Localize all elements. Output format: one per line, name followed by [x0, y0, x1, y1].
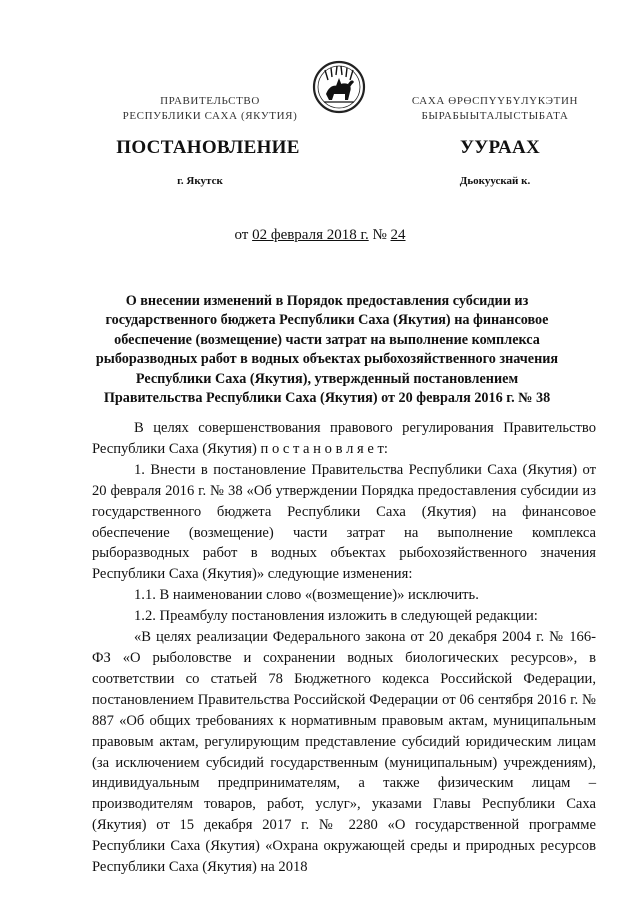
document-heading: О внесении изменений в Порядок предоставления субсидии из государственного бюджета Республики Саха (Якутия) на финансовое обеспечение (возмещение) части затрат на выполнение комплекса рыборазводных работ в водных объектах рыбохозяйственного значения Республики Саха (Якутия), утвержденный постановлением Правительства Республики Саха (Якутия) от 20 февраля 2016 г. № 38 — [95, 293, 559, 407]
paragraph-item-1-1: 1.1. В наименовании слово «(возмещение)» исключить. — [134, 587, 479, 604]
document-type-title-sah: УУРААХ — [459, 137, 541, 158]
coat-of-arms-icon — [312, 60, 366, 114]
header-left-line2: РЕСПУБЛИКИ САХА (ЯКУТИЯ) — [122, 110, 298, 122]
header-right-line1: САХА ӨРӨСПҮҮБҮЛҮКЭТИН — [411, 95, 579, 107]
document-number: 24 — [390, 227, 406, 243]
paragraph-new-preamble: «В целях реализации Федерального закона от 20 декабря 2004 г. № 166-ФЗ «О рыболовстве и сохранении водных биологических ресурсов», в соответствии со статьей 78 Бюджетного кодекса Российской Федерации, постановлением Правительства Российской Федерации от 06 сентября 2016 г. № 887 «Об общих требованиях к нормативным правовым актам, муниципальным правовым актам, регулирующим представление субсидий юридическим лицам (за исключением субсидий государственным (муниципальным) учреждениям), индивидуальным предпринимателям, а также физическим лицам – производителям товаров, работ, услуг», указами Главы Республики Саха (Якутия) от 15 декабря 2017 г. № 2280 «О государственной программе Республики Саха (Якутия) «Охрана окружающей среды и природных ресурсов Республики Саха (Якутия) на 2018 — [92, 629, 596, 876]
header-left — [110, 94, 310, 124]
paragraph-item-1: 1. Внести в постановление Правительства Республики Саха (Якутия) от 20 февраля 2016 г. № 38 «Об утверждении Порядка предоставления субсидии из государственного бюджета Республики Саха (Якутия) на финансовое обеспечение (возмещение) части затрат на выполнение комплекса рыборазводных работ в водных объектах рыбохозяйственного значения Республики Саха (Якутия)» следующие изменения: — [92, 461, 596, 583]
paragraph-preamble: В целях совершенствования правового регулирования Правительство Республики Саха (Якутия) п о с т а н о в л я е т: — [92, 420, 596, 457]
header-right — [380, 94, 610, 124]
document-body — [92, 418, 596, 878]
paragraph-item-1-2: 1.2. Преамбулу постановления изложить в следующей редакции: — [134, 608, 538, 625]
header-left-line1: ПРАВИТЕЛЬСТВО — [160, 95, 260, 107]
number-sign: № — [372, 227, 387, 243]
document-date-number — [220, 227, 420, 244]
document-type-title-ru: ПОСТАНОВЛЕНИЕ — [116, 137, 300, 158]
city-sah: Дьокуускай к. — [459, 175, 531, 187]
date-prefix: от — [234, 227, 249, 243]
document-date: 02 февраля 2018 г. — [252, 227, 369, 243]
header-right-line2: БЫРАБЫЫТАЛЫСТЫБАТА — [421, 110, 569, 122]
city-ru: г. Якутск — [177, 175, 223, 187]
